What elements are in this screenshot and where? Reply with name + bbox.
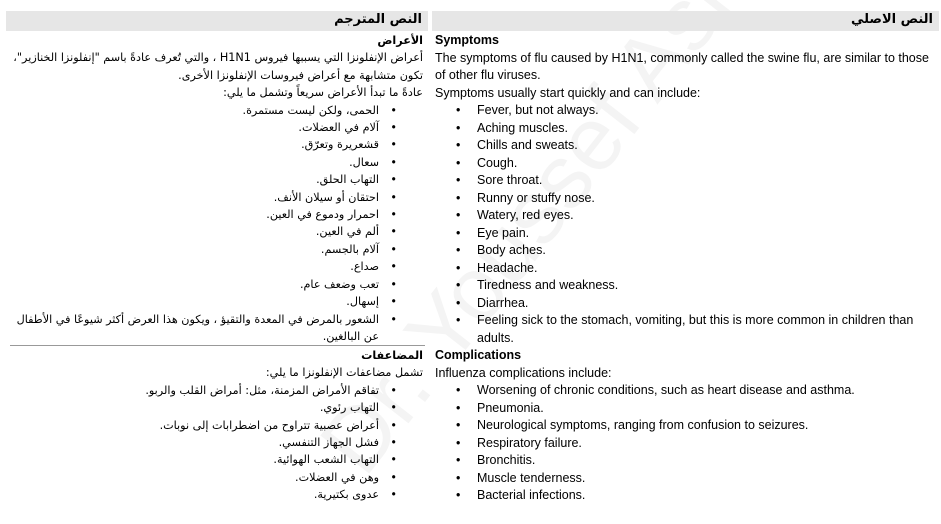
symptoms-en-list <box>435 102 930 347</box>
complications-ar-list <box>10 382 423 504</box>
list-item: • Bronchitis. <box>435 452 930 470</box>
header-translated-label: النص المترجم <box>334 12 422 27</box>
symptoms-en-intro2: Symptoms usually start quickly and can include: <box>435 85 701 100</box>
list-item: • الشعور بالمرض في المعدة والتقيؤ ، ويكون هذا العرض أكثر شيوعًا في الأطفال عن البالغين. <box>10 311 423 346</box>
symptoms-en-section <box>435 32 930 347</box>
complications-en-section <box>435 347 930 505</box>
complications-en-list <box>435 382 930 505</box>
list-item: • Runny or stuffy nose. <box>435 190 930 208</box>
section-divider <box>10 345 425 346</box>
list-item: • احتقان أو سيلان الأنف. <box>10 189 423 206</box>
list-item: • قشعريرة وتعرّق. <box>10 136 423 153</box>
complications-en-heading: Complications <box>435 348 522 362</box>
list-item: • Eye pain. <box>435 225 930 243</box>
list-item: • Watery, red eyes. <box>435 207 930 225</box>
list-item: • Body aches. <box>435 242 930 260</box>
list-item: • Worsening of chronic conditions, such as heart disease and asthma. <box>435 382 930 400</box>
list-item: • التهاب الشعب الهوائية. <box>10 451 423 468</box>
list-item: • آلام في العضلات. <box>10 119 423 136</box>
complications-ar-intro: تشمل مضاعفات الإنفلونزا ما يلي: <box>265 366 423 380</box>
list-item: • سعال. <box>10 154 423 171</box>
symptoms-ar-heading: الأعراض <box>377 34 423 47</box>
complications-ar-heading: المضاعفات <box>361 349 423 362</box>
list-item: • Chills and sweats. <box>435 137 930 155</box>
list-item: • Feeling sick to the stomach, vomiting, but this is more common in children than adults. <box>435 312 930 347</box>
list-item: • Tiredness and weakness. <box>435 277 930 295</box>
list-item: • أعراض عصبية تتراوح من اضطرابات إلى نوبات. <box>10 417 423 434</box>
list-item: • وهن في العضلات. <box>10 469 423 486</box>
symptoms-ar-list <box>10 102 423 346</box>
list-item: • Sore throat. <box>435 172 930 190</box>
header-original <box>432 11 939 31</box>
list-item: • ألم في العين. <box>10 223 423 240</box>
complications-ar-section <box>10 347 423 504</box>
list-item: • التهاب الحلق. <box>10 171 423 188</box>
list-item: • عدوى بكتيرية. <box>10 486 423 503</box>
complications-en-intro: Influenza complications include: <box>435 365 612 380</box>
list-item: • Muscle tenderness. <box>435 470 930 488</box>
list-item: • Fever, but not always. <box>435 102 930 120</box>
symptoms-ar-intro2: عادةً ما تبدأ الأعراض سريعاً وتشمل ما يلي: <box>223 86 423 100</box>
list-item: • Cough. <box>435 155 930 173</box>
list-item: • Diarrhea. <box>435 295 930 313</box>
list-item: • احمرار ودموع في العين. <box>10 206 423 223</box>
list-item: • Headache. <box>435 260 930 278</box>
symptoms-en-intro1: The symptoms of flu caused by H1N1, commonly called the swine flu, are similar to those of other flu viruses. <box>435 50 929 82</box>
list-item: • إسهال. <box>10 293 423 310</box>
list-item: • فشل الجهاز التنفسي. <box>10 434 423 451</box>
list-item: • Bacterial infections. <box>435 487 930 505</box>
symptoms-en-heading: Symptoms <box>435 33 499 47</box>
header-translated <box>6 11 428 31</box>
header-original-label: النص الاصلي <box>850 12 933 27</box>
list-item: • صداع. <box>10 258 423 275</box>
list-item: • Aching muscles. <box>435 120 930 138</box>
list-item: • Neurological symptoms, ranging from confusion to seizures. <box>435 417 930 435</box>
symptoms-ar-intro1: أعراض الإنفلونزا التي يسببها فيروس H1N1 ، والتي تُعرف عادةً باسم "إنفلونزا الخنازير"، تكون متشابهة مع أعراض فيروسات الإنفلونزا الأخرى. <box>13 51 423 82</box>
list-item: • Pneumonia. <box>435 400 930 418</box>
list-item: • تفاقم الأمراض المزمنة، مثل: أمراض القلب والربو. <box>10 382 423 399</box>
list-item: • تعب وضعف عام. <box>10 276 423 293</box>
list-item: • Respiratory failure. <box>435 435 930 453</box>
symptoms-ar-section <box>10 32 423 345</box>
list-item: • الحمى، ولكن ليست مستمرة. <box>10 102 423 119</box>
list-item: • آلام بالجسم. <box>10 241 423 258</box>
list-item: • التهاب رئوي. <box>10 399 423 416</box>
